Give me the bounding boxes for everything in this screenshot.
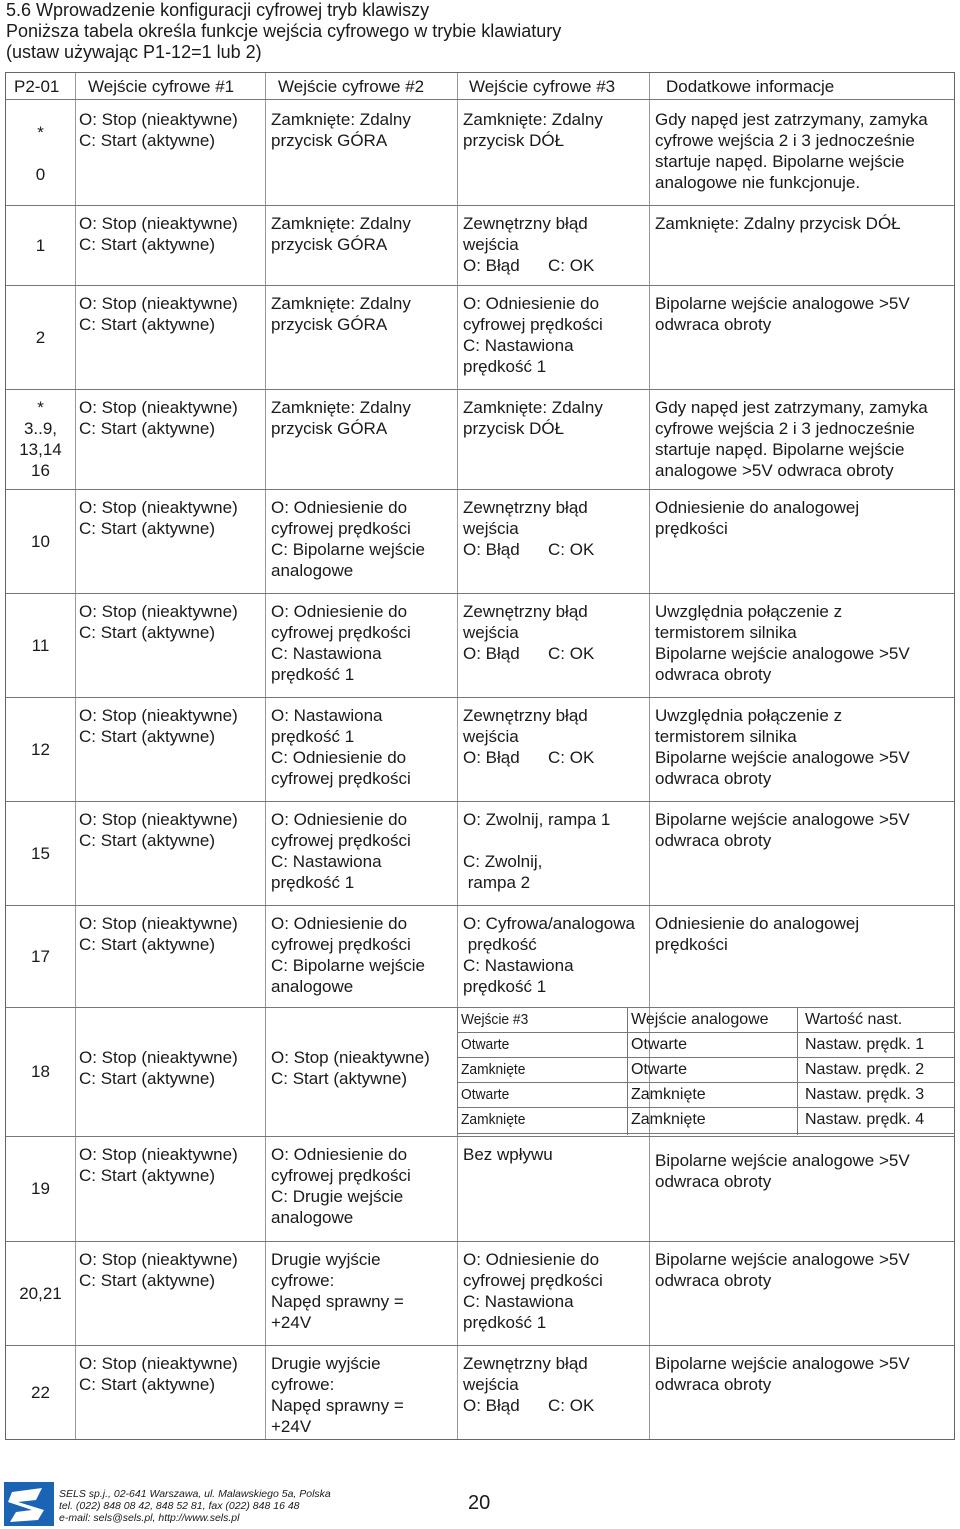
row-divider <box>6 285 954 286</box>
input-3-cell: Zamknięte: Zdalny przycisk DÓŁ <box>463 110 603 150</box>
subtable-header: Wejście #3 <box>461 1011 529 1028</box>
subtable-analog: Zamknięte <box>631 1111 706 1128</box>
input-3-cell: Zewnętrzny błąd wejścia O: Błąd C: OK <box>463 214 595 275</box>
subtable-header: Wejście analogowe <box>631 1011 769 1028</box>
header-p2-01: P2-01 <box>14 77 60 96</box>
footer-email: e-mail: sels@sels.pl, http://www.sels.pl <box>59 1512 240 1524</box>
subtable-input3: Zamknięte <box>461 1061 526 1078</box>
additional-info-cell: Bipolarne wejście analogowe >5V odwraca obroty <box>655 1354 910 1394</box>
section-subtitle: Poniższa tabela określa funkcje wejścia cyfrowego w trybie klawiatury <box>6 21 562 41</box>
input-1-cell: O: Stop (nieaktywne) C: Start (aktywne) <box>79 1145 238 1185</box>
subtable-value: Nastaw. prędk. 2 <box>805 1061 925 1078</box>
input-2-cell: O: Odniesienie do cyfrowej prędkości C: Nastawiona prędkość 1 <box>271 602 411 684</box>
additional-info-cell: Bipolarne wejście analogowe >5V odwraca obroty <box>655 294 910 334</box>
col-divider <box>75 73 76 1439</box>
input-3-cell: O: Zwolnij, rampa 1 C: Zwolnij, rampa 2 <box>463 810 611 892</box>
p2-01-value: 1 <box>35 235 46 255</box>
header-input-1: Wejście cyfrowe #1 <box>88 77 235 96</box>
subtable-divider <box>457 1007 458 1135</box>
input-2-cell: O: Nastawiona prędkość 1 C: Odniesienie do cyfrowej prędkości <box>271 706 411 788</box>
row-divider <box>6 489 954 490</box>
input-1-cell: O: Stop (nieaktywne) C: Start (aktywne) <box>79 1250 238 1290</box>
input-3-cell: Bez wpływu <box>463 1145 553 1164</box>
subtable-divider <box>797 1007 798 1135</box>
subtable-value: Nastaw. prędk. 1 <box>805 1036 925 1053</box>
p2-01-value: 11 <box>31 635 50 655</box>
input-3-cell: Zewnętrzny błąd wejścia O: Błąd C: OK <box>463 1354 595 1415</box>
additional-info-cell: Bipolarne wejście analogowe >5V odwraca obroty <box>655 810 910 850</box>
input-2-cell: O: Odniesienie do cyfrowej prędkości C: Bipolarne wejście analogowe <box>271 914 426 996</box>
col-divider <box>457 73 458 1439</box>
p2-01-value: 22 <box>31 1382 50 1402</box>
row-divider <box>6 1241 954 1242</box>
speed-subtable <box>457 1007 955 1135</box>
input-2-cell: Zamknięte: Zdalny przycisk GÓRA <box>271 398 411 438</box>
subtable-divider <box>627 1007 628 1135</box>
section-title: 5.6 Wprowadzenie konfiguracji cyfrowej tryb klawiszy <box>6 0 430 20</box>
additional-info-cell: Zamknięte: Zdalny przycisk DÓŁ <box>655 214 901 233</box>
input-1-cell: O: Stop (nieaktywne) C: Start (aktywne) <box>79 398 238 438</box>
input-3-cell: O: Cyfrowa/analogowa prędkość C: Nastawiona prędkość 1 <box>463 914 635 996</box>
subtable-analog: Zamknięte <box>631 1086 706 1103</box>
input-2-cell: O: Odniesienie do cyfrowej prędkości C: Drugie wejście analogowe <box>271 1145 411 1227</box>
footer-address: SELS sp.j., 02-641 Warszawa, ul. Malawskiego 5a, Polska <box>59 1488 331 1500</box>
row-divider <box>6 389 954 390</box>
additional-info-cell: Gdy napęd jest zatrzymany, zamyka cyfrowe wejścia 2 i 3 jednocześnie startuje napęd. Bipolarne wejście analogowe >5V odwraca obroty <box>655 398 928 480</box>
additional-info-cell: Gdy napęd jest zatrzymany, zamyka cyfrowe wejścia 2 i 3 jednocześnie startuje napęd. Bipolarne wejście analogowe nie funkcjonuje. <box>655 110 928 192</box>
row-divider <box>6 593 954 594</box>
subtable-input3: Zamknięte <box>461 1111 526 1128</box>
col-divider <box>265 73 266 1439</box>
config-table <box>5 72 955 1440</box>
row-divider <box>6 1136 954 1137</box>
p2-01-value: 12 <box>31 739 50 759</box>
row-divider <box>6 801 954 802</box>
subtable-header: Wartość nast. <box>805 1011 903 1028</box>
input-2-cell: O: Odniesienie do cyfrowej prędkości C: Bipolarne wejście analogowe <box>271 498 426 580</box>
input-2-cell: O: Odniesienie do cyfrowej prędkości C: Nastawiona prędkość 1 <box>271 810 411 892</box>
input-1-cell: O: Stop (nieaktywne) C: Start (aktywne) <box>79 810 238 850</box>
section-note: (ustaw używając P1-12=1 lub 2) <box>6 42 262 62</box>
header-additional-info: Dodatkowe informacje <box>666 77 835 96</box>
row-divider <box>6 205 954 206</box>
p2-01-value: 19 <box>31 1179 50 1198</box>
input-3-cell: Zewnętrzny błąd wejścia O: Błąd C: OK <box>463 602 595 663</box>
p2-01-value: 20,21 <box>19 1283 62 1303</box>
input-1-cell: O: Stop (nieaktywne) C: Start (aktywne) <box>79 706 238 746</box>
input-1-cell: O: Stop (nieaktywne) C: Start (aktywne) <box>79 1354 238 1394</box>
subtable-input3: Otwarte <box>461 1086 510 1103</box>
input-1-cell: O: Stop (nieaktywne) C: Start (aktywne) <box>79 498 238 538</box>
p2-01-value: 17 <box>31 946 50 966</box>
input-1-cell: O: Stop (nieaktywne) C: Start (aktywne) <box>79 110 238 150</box>
row-divider <box>6 697 954 698</box>
input-2-cell: Drugie wyjście cyfrowe: Napęd sprawny = +24V <box>271 1354 404 1436</box>
subtable-value: Nastaw. prędk. 4 <box>805 1111 925 1128</box>
additional-info-cell: Bipolarne wejście analogowe >5V odwraca obroty <box>655 1151 910 1191</box>
page-number: 20 <box>468 1492 491 1514</box>
row-divider <box>6 1345 954 1346</box>
input-2-cell: O: Stop (nieaktywne) C: Start (aktywne) <box>271 1048 430 1088</box>
page-footer <box>0 1470 960 1529</box>
additional-info-cell: Odniesienie do analogowej prędkości <box>655 498 860 538</box>
header-divider <box>6 99 954 100</box>
input-2-cell: Zamknięte: Zdalny przycisk GÓRA <box>271 294 411 334</box>
row-divider <box>6 905 954 906</box>
subtable-analog: Otwarte <box>631 1036 688 1053</box>
footer-phone: tel. (022) 848 08 42, 848 52 81, fax (022) 848 16 48 <box>59 1500 300 1512</box>
input-1-cell: O: Stop (nieaktywne) C: Start (aktywne) <box>79 294 238 334</box>
subtable-divider <box>457 1133 955 1134</box>
input-3-cell: Zewnętrzny błąd wejścia O: Błąd C: OK <box>463 706 595 767</box>
subtable-input3: Otwarte <box>461 1036 510 1053</box>
input-1-cell: O: Stop (nieaktywne) C: Start (aktywne) <box>79 1048 238 1088</box>
input-3-cell: Zewnętrzny błąd wejścia O: Błąd C: OK <box>463 498 595 559</box>
additional-info-cell: Odniesienie do analogowej prędkości <box>655 914 860 954</box>
input-1-cell: O: Stop (nieaktywne) C: Start (aktywne) <box>79 214 238 254</box>
input-2-cell: Drugie wyjście cyfrowe: Napęd sprawny = +24V <box>271 1250 404 1332</box>
p2-01-value: 10 <box>31 531 50 551</box>
p2-01-value: * 3..9, 13,14 16 <box>19 398 62 480</box>
subtable-value: Nastaw. prędk. 3 <box>805 1086 925 1103</box>
p2-01-value: 15 <box>31 843 50 863</box>
header-input-2: Wejście cyfrowe #2 <box>278 77 425 96</box>
input-1-cell: O: Stop (nieaktywne) C: Start (aktywne) <box>79 602 238 642</box>
sels-logo <box>4 1482 54 1526</box>
input-1-cell: O: Stop (nieaktywne) C: Start (aktywne) <box>79 914 238 954</box>
col-divider <box>649 73 650 1439</box>
subtable-analog: Otwarte <box>631 1061 688 1078</box>
p2-01-value: * 0 <box>35 122 46 184</box>
input-3-cell: Zamknięte: Zdalny przycisk DÓŁ <box>463 398 603 438</box>
input-2-cell: Zamknięte: Zdalny przycisk GÓRA <box>271 110 411 150</box>
p2-01-value: 18 <box>31 1062 50 1081</box>
additional-info-cell: Uwzględnia połączenie z termistorem silnika Bipolarne wejście analogowe >5V odwraca obroty <box>655 602 910 684</box>
additional-info-cell: Uwzględnia połączenie z termistorem silnika Bipolarne wejście analogowe >5V odwraca obroty <box>655 706 910 788</box>
p2-01-value: 2 <box>35 327 46 347</box>
input-3-cell: O: Odniesienie do cyfrowej prędkości C: Nastawiona prędkość 1 <box>463 294 603 376</box>
header-input-3: Wejście cyfrowe #3 <box>469 77 616 96</box>
input-3-cell: O: Odniesienie do cyfrowej prędkości C: Nastawiona prędkość 1 <box>463 1250 603 1332</box>
input-2-cell: Zamknięte: Zdalny przycisk GÓRA <box>271 214 411 254</box>
additional-info-cell: Bipolarne wejście analogowe >5V odwraca obroty <box>655 1250 910 1290</box>
